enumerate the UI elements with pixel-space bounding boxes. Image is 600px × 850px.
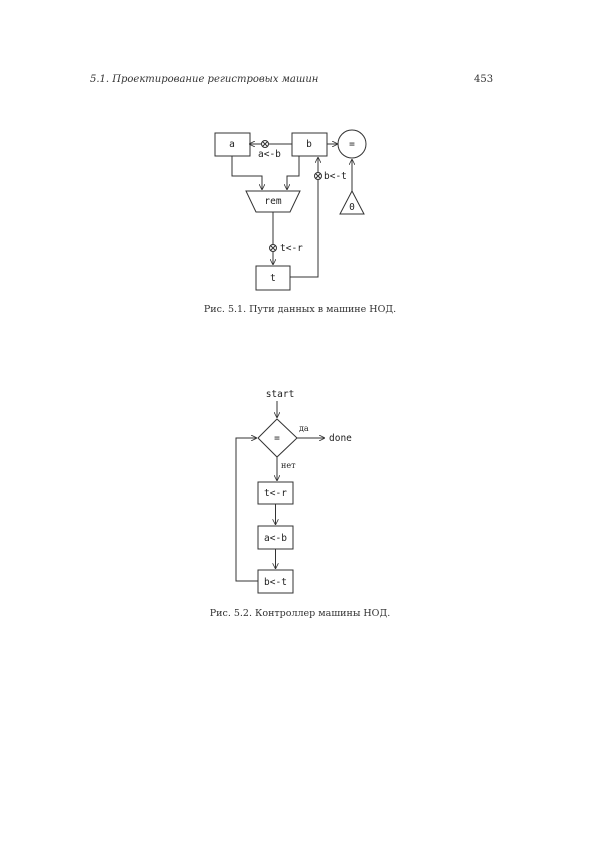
done-label: done xyxy=(329,433,352,444)
button-t-from-r-label: t<-r xyxy=(280,243,303,254)
figure-1-caption: Рис. 5.1. Пути данных в машине НОД. xyxy=(203,304,397,315)
decision-label: = xyxy=(274,433,280,444)
step-a-from-b xyxy=(258,526,293,549)
constant-zero-label: 0 xyxy=(349,202,355,213)
figure-2-caption: Рис. 5.2. Контроллер машины НОД. xyxy=(209,608,391,619)
yes-label: да xyxy=(299,424,309,433)
register-b-label: b xyxy=(306,139,312,150)
step-2-label: a<-b xyxy=(264,533,287,544)
step-1-label: t<-r xyxy=(264,488,287,499)
button-b-from-t-label: b<-t xyxy=(324,171,347,182)
flow-loop-back xyxy=(236,438,258,581)
step-t-from-r xyxy=(258,482,293,504)
step-b-from-t xyxy=(258,570,293,593)
button-a-from-b-label: a<-b xyxy=(258,149,281,160)
step-3-label: b<-t xyxy=(264,577,287,588)
register-a-label: a xyxy=(229,139,235,150)
register-t-label: t xyxy=(270,273,276,284)
start-label: start xyxy=(265,389,295,400)
no-label: нет xyxy=(281,461,296,470)
running-title: 5.1. Проектирование регистровых машин xyxy=(90,74,319,85)
page-number: 453 xyxy=(474,74,494,85)
decision-diamond xyxy=(258,419,297,457)
rem-operation-label: rem xyxy=(264,196,282,207)
equality-test-label: = xyxy=(349,139,355,150)
